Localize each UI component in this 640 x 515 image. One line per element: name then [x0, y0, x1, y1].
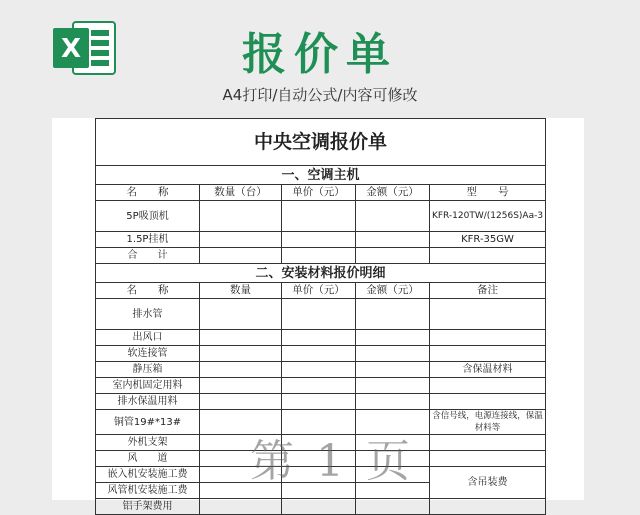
column-header[interactable]: 备注	[430, 283, 546, 299]
column-header[interactable]: 数量	[200, 283, 282, 299]
table-row	[96, 394, 546, 410]
section-row	[96, 166, 546, 185]
page-number-watermark: 第 1 页	[250, 436, 414, 487]
table-row	[96, 201, 546, 232]
sheet-title[interactable]: 中央空调报价单	[96, 119, 546, 166]
cell-name[interactable]: 外机支架	[96, 435, 200, 451]
cell-price[interactable]	[282, 299, 356, 330]
sheet-title-row	[96, 119, 546, 166]
cell-price[interactable]	[282, 346, 356, 362]
cell-name[interactable]: 排水管	[96, 299, 200, 330]
cell-note[interactable]: 含吊装费	[430, 467, 546, 499]
cell-name[interactable]: 铜管19#*13#	[96, 410, 200, 435]
cell-qty[interactable]	[200, 232, 282, 248]
cell-name[interactable]: 静压箱	[96, 362, 200, 378]
column-header[interactable]: 数量（台）	[200, 185, 282, 201]
cell-name[interactable]: 1.5P挂机	[96, 232, 200, 248]
cell-note[interactable]	[430, 435, 546, 451]
cell-qty[interactable]	[200, 362, 282, 378]
column-header[interactable]: 金额（元）	[356, 283, 430, 299]
cell-qty[interactable]	[200, 330, 282, 346]
cell-name[interactable]: 风 道	[96, 451, 200, 467]
header-row	[96, 185, 546, 201]
cell-price[interactable]	[282, 362, 356, 378]
column-header[interactable]: 型 号	[430, 185, 546, 201]
cell-amount[interactable]	[356, 394, 430, 410]
table-row	[96, 362, 546, 378]
cell-amount[interactable]	[356, 362, 430, 378]
cell-name[interactable]: 室内机固定用料	[96, 378, 200, 394]
cell-note[interactable]	[430, 378, 546, 394]
cell-name[interactable]: 嵌入机安装施工费	[96, 467, 200, 483]
cell-amount[interactable]	[356, 378, 430, 394]
section-title[interactable]: 一、空调主机	[96, 166, 546, 185]
section-row	[96, 264, 546, 283]
section-title[interactable]: 二、安装材料报价明细	[96, 264, 546, 283]
cell-amount[interactable]	[356, 346, 430, 362]
cell-note[interactable]	[430, 346, 546, 362]
cell-qty[interactable]	[200, 346, 282, 362]
table-row	[96, 499, 546, 515]
table-row	[96, 248, 546, 264]
page-subtitle: A4打印/自动公式/内容可修改	[222, 86, 418, 104]
cell-qty[interactable]	[200, 378, 282, 394]
cell-amount[interactable]	[356, 232, 430, 248]
page-title: 报价单	[242, 29, 398, 80]
cell-qty[interactable]	[200, 394, 282, 410]
column-header[interactable]: 名 称	[96, 185, 200, 201]
header-row	[96, 283, 546, 299]
cell-name[interactable]: 排水保温用料	[96, 394, 200, 410]
cell-amount[interactable]	[356, 499, 430, 515]
excel-icon-letter: X	[60, 34, 82, 64]
table-row	[96, 299, 546, 330]
cell-model[interactable]: KFR-35GW	[430, 232, 546, 248]
cell-price[interactable]	[282, 394, 356, 410]
cell-name[interactable]: 软连接管	[96, 346, 200, 362]
cell-qty[interactable]	[200, 499, 282, 515]
cell-amount[interactable]	[356, 330, 430, 346]
cell-note[interactable]	[430, 451, 546, 467]
banner	[0, 0, 640, 118]
cell-amount[interactable]	[356, 248, 430, 264]
cell-model[interactable]	[430, 248, 546, 264]
cell-price[interactable]	[282, 248, 356, 264]
table-row	[96, 346, 546, 362]
cell-note[interactable]	[430, 330, 546, 346]
column-header[interactable]: 名 称	[96, 283, 200, 299]
cell-note[interactable]: 含信号线，电源连接线，保温材料等	[430, 410, 546, 435]
table-row	[96, 378, 546, 394]
cell-name[interactable]: 出风口	[96, 330, 200, 346]
cell-name[interactable]: 铝手架费用	[96, 499, 200, 515]
column-header[interactable]: 金额（元）	[356, 185, 430, 201]
cell-price[interactable]	[282, 330, 356, 346]
cell-model[interactable]: KFR-120TW/(1256S)Aa-3	[430, 201, 546, 232]
cell-qty[interactable]	[200, 201, 282, 232]
cell-note[interactable]	[430, 499, 546, 515]
cell-name[interactable]: 合 计	[96, 248, 200, 264]
cell-name[interactable]: 风管机安装施工费	[96, 483, 200, 499]
cell-amount[interactable]	[356, 201, 430, 232]
cell-amount[interactable]	[356, 299, 430, 330]
cell-note[interactable]	[430, 394, 546, 410]
cell-name[interactable]: 5P吸顶机	[96, 201, 200, 232]
column-header[interactable]: 单价（元）	[282, 185, 356, 201]
cell-price[interactable]	[282, 499, 356, 515]
table-row	[96, 330, 546, 346]
cell-note[interactable]: 含保温材料	[430, 362, 546, 378]
column-header[interactable]: 单价（元）	[282, 283, 356, 299]
table-row	[96, 232, 546, 248]
cell-qty[interactable]	[200, 248, 282, 264]
cell-price[interactable]	[282, 232, 356, 248]
cell-qty[interactable]	[200, 299, 282, 330]
cell-price[interactable]	[282, 378, 356, 394]
cell-price[interactable]	[282, 201, 356, 232]
cell-note[interactable]	[430, 299, 546, 330]
